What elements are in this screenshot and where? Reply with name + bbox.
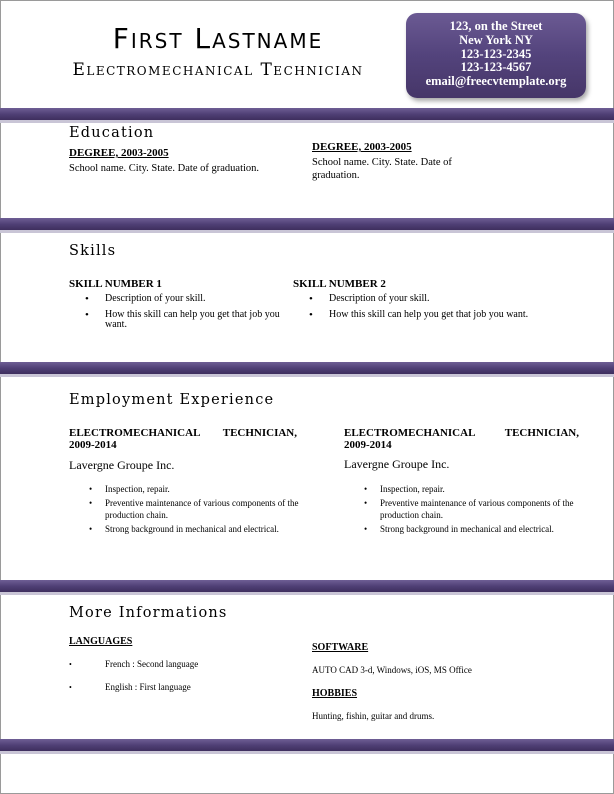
divider-bar <box>0 218 614 230</box>
contact-city: New York NY <box>459 32 533 47</box>
list-item: • How this skill can help you get that job you want. <box>293 310 593 321</box>
list-item: • Preventive maintenance of various components of the production chain. <box>69 497 299 522</box>
contact-phone-2: 123-123-4567 <box>460 60 532 75</box>
software-list: AUTO CAD 3-d, Windows, iOS, MS Office <box>312 665 472 675</box>
languages-title: LANGUAGES <box>69 636 133 647</box>
divider-bar <box>0 580 614 592</box>
contact-street: 123, on the Street <box>449 19 543 33</box>
job-1-title-line1: ELECTROMECHANICAL TECHNICIAN, <box>69 427 297 439</box>
job-1-dates: 2009-2014 <box>69 439 117 451</box>
job-title: Electromechanical Technician <box>72 60 364 80</box>
hobbies-title: HOBBIES <box>312 688 358 699</box>
list-item: • Description of your skill. <box>293 294 593 305</box>
software-title: SOFTWARE <box>312 642 369 653</box>
list-item: • Strong background in mechanical and electrical. <box>69 523 299 536</box>
skill-group-1-list <box>69 294 284 336</box>
skill-group-2-list <box>293 294 593 325</box>
education-degree-1: DEGREE, 2003-2005 <box>69 147 169 159</box>
list-item: • Strong background in mechanical and electrical. <box>344 523 579 536</box>
contact-box <box>406 13 586 98</box>
job-2-title <box>344 427 579 451</box>
divider-bar <box>0 108 614 120</box>
bullet: • <box>69 660 72 669</box>
job-1-title <box>69 427 297 451</box>
education-degree-2: DEGREE, 2003-2005 <box>312 141 412 153</box>
list-item: • Preventive maintenance of various components of the production chain. <box>344 497 579 522</box>
section-title-skills: Skills <box>69 243 117 259</box>
contact-email[interactable]: email@freecvtemplate.org <box>425 74 567 89</box>
job-2-dates: 2009-2014 <box>344 439 392 451</box>
divider-bar <box>0 362 614 374</box>
education-details-2: School name. City. State. Date of graduation. <box>312 157 452 181</box>
language-item: French : Second language <box>105 659 199 669</box>
section-title-education: Education <box>69 125 155 141</box>
education-details-1: School name. City. State. Date of graduation. <box>69 163 260 174</box>
section-title-more: More Informations <box>69 605 228 621</box>
hobbies-list: Hunting, fishin, guitar and drums. <box>312 711 435 721</box>
job-1-list <box>69 483 299 536</box>
candidate-name: First Lastname <box>112 22 324 55</box>
skill-group-1-title: SKILL NUMBER 1 <box>69 278 162 290</box>
bullet: • <box>69 683 72 692</box>
language-item: English : First language <box>105 682 191 692</box>
section-title-employment: Employment Experience <box>69 392 275 408</box>
job-2-title-line1: ELECTROMECHANICAL TECHNICIAN, <box>344 427 579 439</box>
list-item: • Description of your skill. <box>69 294 284 305</box>
skill-group-2-title: SKILL NUMBER 2 <box>293 278 386 290</box>
list-item: • How this skill can help you get that job you want. <box>69 310 284 331</box>
job-1-company: Lavergne Groupe Inc. <box>69 458 175 472</box>
contact-phone-1: 123-123-2345 <box>460 46 532 61</box>
job-2-company: Lavergne Groupe Inc. <box>344 457 450 471</box>
job-2-list <box>344 483 579 536</box>
divider-bar <box>0 739 614 751</box>
list-item: • Inspection, repair. <box>69 483 299 496</box>
list-item: • Inspection, repair. <box>344 483 579 496</box>
